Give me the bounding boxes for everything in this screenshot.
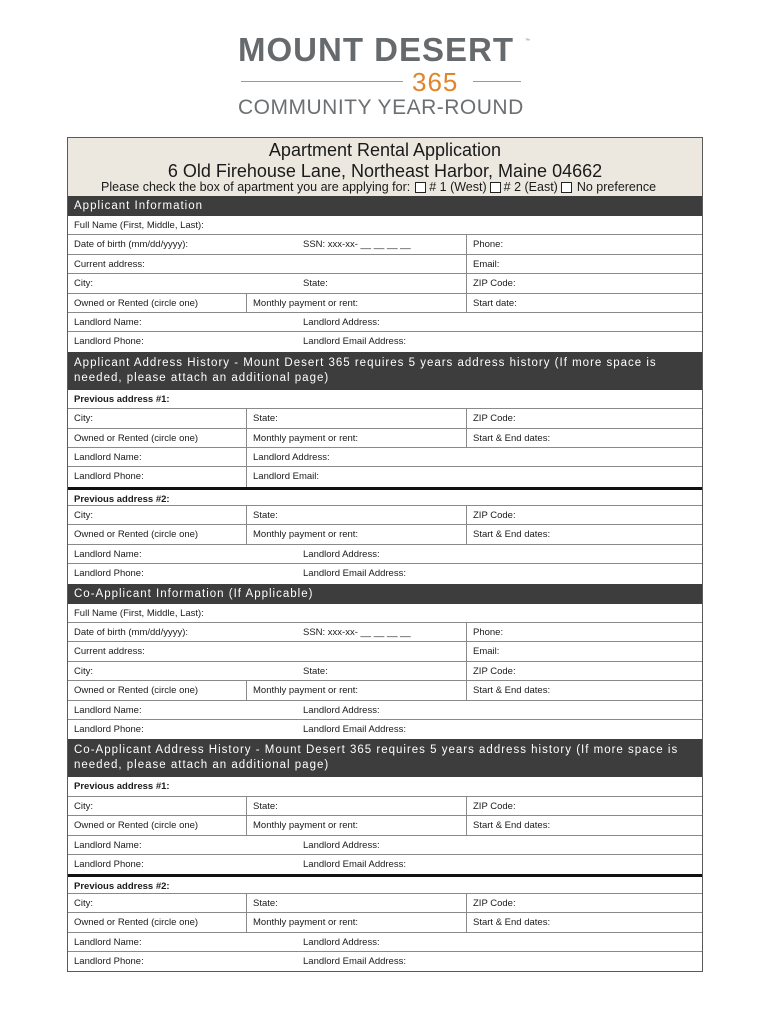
logo-name: MOUNT DESERT: [238, 31, 514, 68]
monthly-payment-field[interactable]: Monthly payment or rent:: [246, 816, 466, 834]
landlord-address-field[interactable]: Landlord Address:: [303, 704, 380, 716]
zip-field[interactable]: ZIP Code:: [466, 506, 702, 524]
zip-field[interactable]: ZIP Code:: [466, 409, 702, 427]
previous-address-1-label: Previous address #1:: [74, 781, 170, 793]
city-field[interactable]: City:: [74, 665, 93, 677]
form-header: [68, 138, 702, 196]
form-row: [68, 855, 702, 874]
landlord-phone-field[interactable]: Landlord Phone:: [74, 336, 144, 348]
previous-address-1-heading: [68, 390, 702, 409]
logo-trademark: ™: [525, 38, 530, 44]
form-row: [68, 467, 702, 486]
landlord-name-field[interactable]: Landlord Name:: [74, 704, 142, 716]
previous-address-1-heading: [68, 777, 702, 796]
email-field[interactable]: Email:: [466, 642, 702, 660]
form-row: [68, 255, 702, 274]
previous-address-2-label: Previous address #2:: [74, 493, 170, 505]
form-row: [68, 313, 702, 332]
owned-rented-field[interactable]: Owned or Rented (circle one): [74, 917, 199, 929]
owned-rented-field[interactable]: Owned or Rented (circle one): [74, 685, 199, 697]
form-row: [68, 235, 702, 254]
rental-application-form: [67, 137, 703, 972]
start-date-field[interactable]: Start date:: [466, 294, 702, 312]
monthly-payment-field[interactable]: Monthly payment or rent:: [246, 429, 466, 447]
landlord-address-field[interactable]: Landlord Address:: [303, 548, 380, 560]
form-row: [68, 836, 702, 855]
previous-address-2-heading: [68, 874, 702, 893]
monthly-payment-field[interactable]: Monthly payment or rent:: [246, 525, 466, 543]
owned-rented-field[interactable]: Owned or Rented (circle one): [74, 432, 199, 444]
monthly-payment-field[interactable]: Monthly payment or rent:: [246, 294, 466, 312]
section-applicant-address-history: Applicant Address History - Mount Desert 365 requires 5 years address history (If more space is needed, please attach an additional page): [68, 352, 702, 390]
city-field[interactable]: City:: [74, 278, 93, 290]
full-name-field[interactable]: Full Name (First, Middle, Last):: [74, 220, 204, 231]
full-name-field[interactable]: Full Name (First, Middle, Last):: [74, 607, 204, 619]
owned-rented-field[interactable]: Owned or Rented (circle one): [74, 529, 199, 541]
current-address-field[interactable]: Current address:: [74, 258, 145, 270]
landlord-email-address-field[interactable]: Landlord Email Address:: [303, 336, 406, 348]
form-row: [68, 216, 702, 235]
form-row: [68, 274, 702, 293]
city-field[interactable]: City:: [74, 510, 93, 522]
form-row: [68, 564, 702, 583]
landlord-email-address-field[interactable]: Landlord Email Address:: [303, 955, 406, 967]
monthly-payment-field[interactable]: Monthly payment or rent:: [246, 913, 466, 931]
landlord-address-field[interactable]: Landlord Address:: [303, 839, 380, 851]
form-row: [68, 662, 702, 681]
checkbox-east[interactable]: [490, 182, 501, 193]
logo-tagline: COMMUNITY YEAR-ROUND: [238, 96, 524, 119]
form-row: [68, 952, 702, 971]
option-west-label: # 1 (West): [429, 180, 487, 194]
state-field[interactable]: State:: [303, 278, 328, 290]
state-field[interactable]: State:: [246, 506, 466, 524]
landlord-name-field[interactable]: Landlord Name:: [74, 316, 142, 328]
landlord-name-field[interactable]: Landlord Name:: [74, 548, 142, 560]
previous-address-2-label: Previous address #2:: [74, 881, 170, 893]
checkbox-no-preference[interactable]: [561, 182, 572, 193]
form-title: Apartment Rental Application: [268, 140, 502, 160]
form-row: [68, 604, 702, 623]
landlord-address-field[interactable]: Landlord Address:: [303, 936, 380, 948]
checkbox-west[interactable]: [415, 182, 426, 193]
state-field[interactable]: State:: [246, 409, 466, 427]
section-coapplicant-address-history: Co-Applicant Address History - Mount Desert 365 requires 5 years address history (If more space is needed, please attach an additional page): [68, 739, 702, 777]
start-end-dates-field[interactable]: Start & End dates:: [466, 816, 702, 834]
owned-rented-field[interactable]: Owned or Rented (circle one): [74, 297, 199, 309]
logo-number: 365: [412, 67, 459, 97]
form-row: [68, 642, 702, 661]
logo-divider-right: [473, 81, 521, 82]
landlord-phone-field[interactable]: Landlord Phone:: [74, 568, 144, 580]
landlord-name-field[interactable]: Landlord Name:: [74, 839, 142, 851]
zip-field[interactable]: ZIP Code:: [466, 894, 702, 912]
form-row: [68, 409, 702, 428]
current-address-field[interactable]: Current address:: [74, 646, 145, 658]
zip-field[interactable]: ZIP Code:: [466, 662, 702, 680]
dob-field[interactable]: Date of birth (mm/dd/yyyy):: [74, 627, 189, 639]
phone-field[interactable]: Phone:: [466, 235, 702, 253]
section-applicant-information: Applicant Information: [68, 196, 702, 216]
landlord-email-address-field[interactable]: Landlord Email Address:: [303, 568, 406, 580]
form-row: [68, 913, 702, 932]
landlord-phone-field[interactable]: Landlord Phone:: [74, 955, 144, 967]
email-field[interactable]: Email:: [466, 255, 702, 273]
form-row: [68, 797, 702, 816]
apartment-choice-prompt: Please check the box of apartment you are applying for:: [101, 180, 411, 194]
state-field[interactable]: State:: [303, 665, 328, 677]
city-field[interactable]: City:: [74, 800, 93, 812]
phone-field[interactable]: Phone:: [466, 623, 702, 641]
landlord-email-address-field[interactable]: Landlord Email Address:: [303, 858, 406, 870]
previous-address-1-label: Previous address #1:: [74, 393, 170, 405]
previous-address-2-heading: [68, 487, 702, 506]
form-row: [68, 933, 702, 952]
form-row: [68, 448, 702, 467]
landlord-address-field[interactable]: Landlord Address:: [246, 448, 702, 466]
form-row: [68, 545, 702, 564]
landlord-phone-field[interactable]: Landlord Phone:: [74, 858, 144, 870]
city-field[interactable]: City:: [74, 413, 93, 425]
start-end-dates-field[interactable]: Start & End dates:: [466, 913, 702, 931]
form-row: [68, 681, 702, 700]
zip-field[interactable]: ZIP Code:: [466, 797, 702, 815]
form-row: [68, 701, 702, 720]
start-end-dates-field[interactable]: Start & End dates:: [466, 525, 702, 543]
landlord-name-field[interactable]: Landlord Name:: [74, 936, 142, 948]
section-coapplicant-information: Co-Applicant Information (If Applicable): [68, 584, 702, 604]
form-row: [68, 894, 702, 913]
ssn-field[interactable]: SSN: xxx-xx- __ __ __ __: [303, 627, 411, 639]
option-east-label: # 2 (East): [503, 180, 558, 194]
start-end-dates-field[interactable]: Start & End dates:: [466, 429, 702, 447]
state-field[interactable]: State:: [246, 894, 466, 912]
landlord-name-field[interactable]: Landlord Name:: [74, 451, 142, 463]
apartment-choice: [101, 180, 656, 194]
form-row: [68, 720, 702, 739]
state-field[interactable]: State:: [246, 797, 466, 815]
landlord-email-address-field[interactable]: Landlord Email Address:: [303, 723, 406, 735]
form-row: [68, 525, 702, 544]
form-row: [68, 506, 702, 525]
landlord-email-field[interactable]: Landlord Email:: [246, 467, 702, 486]
form-row: [68, 429, 702, 448]
ssn-field[interactable]: SSN: xxx-xx- __ __ __ __: [303, 239, 411, 251]
form-row: [68, 294, 702, 313]
owned-rented-field[interactable]: Owned or Rented (circle one): [74, 820, 199, 832]
monthly-payment-field[interactable]: Monthly payment or rent:: [246, 681, 466, 699]
landlord-phone-field[interactable]: Landlord Phone:: [74, 723, 144, 735]
form-row: [68, 623, 702, 642]
form-row: [68, 816, 702, 835]
landlord-phone-field[interactable]: Landlord Phone:: [74, 471, 144, 483]
option-no-preference-label: No preference: [576, 180, 657, 194]
zip-field[interactable]: ZIP Code:: [466, 274, 702, 292]
logo: [0, 0, 770, 130]
city-field[interactable]: City:: [74, 897, 93, 909]
dob-field[interactable]: Date of birth (mm/dd/yyyy):: [74, 239, 189, 251]
form-row: [68, 332, 702, 351]
logo-divider-left: [241, 81, 403, 82]
property-address: 6 Old Firehouse Lane, Northeast Harbor, Maine 04662: [167, 161, 603, 181]
start-end-dates-field[interactable]: Start & End dates:: [466, 681, 702, 699]
landlord-address-field[interactable]: Landlord Address:: [303, 316, 380, 328]
